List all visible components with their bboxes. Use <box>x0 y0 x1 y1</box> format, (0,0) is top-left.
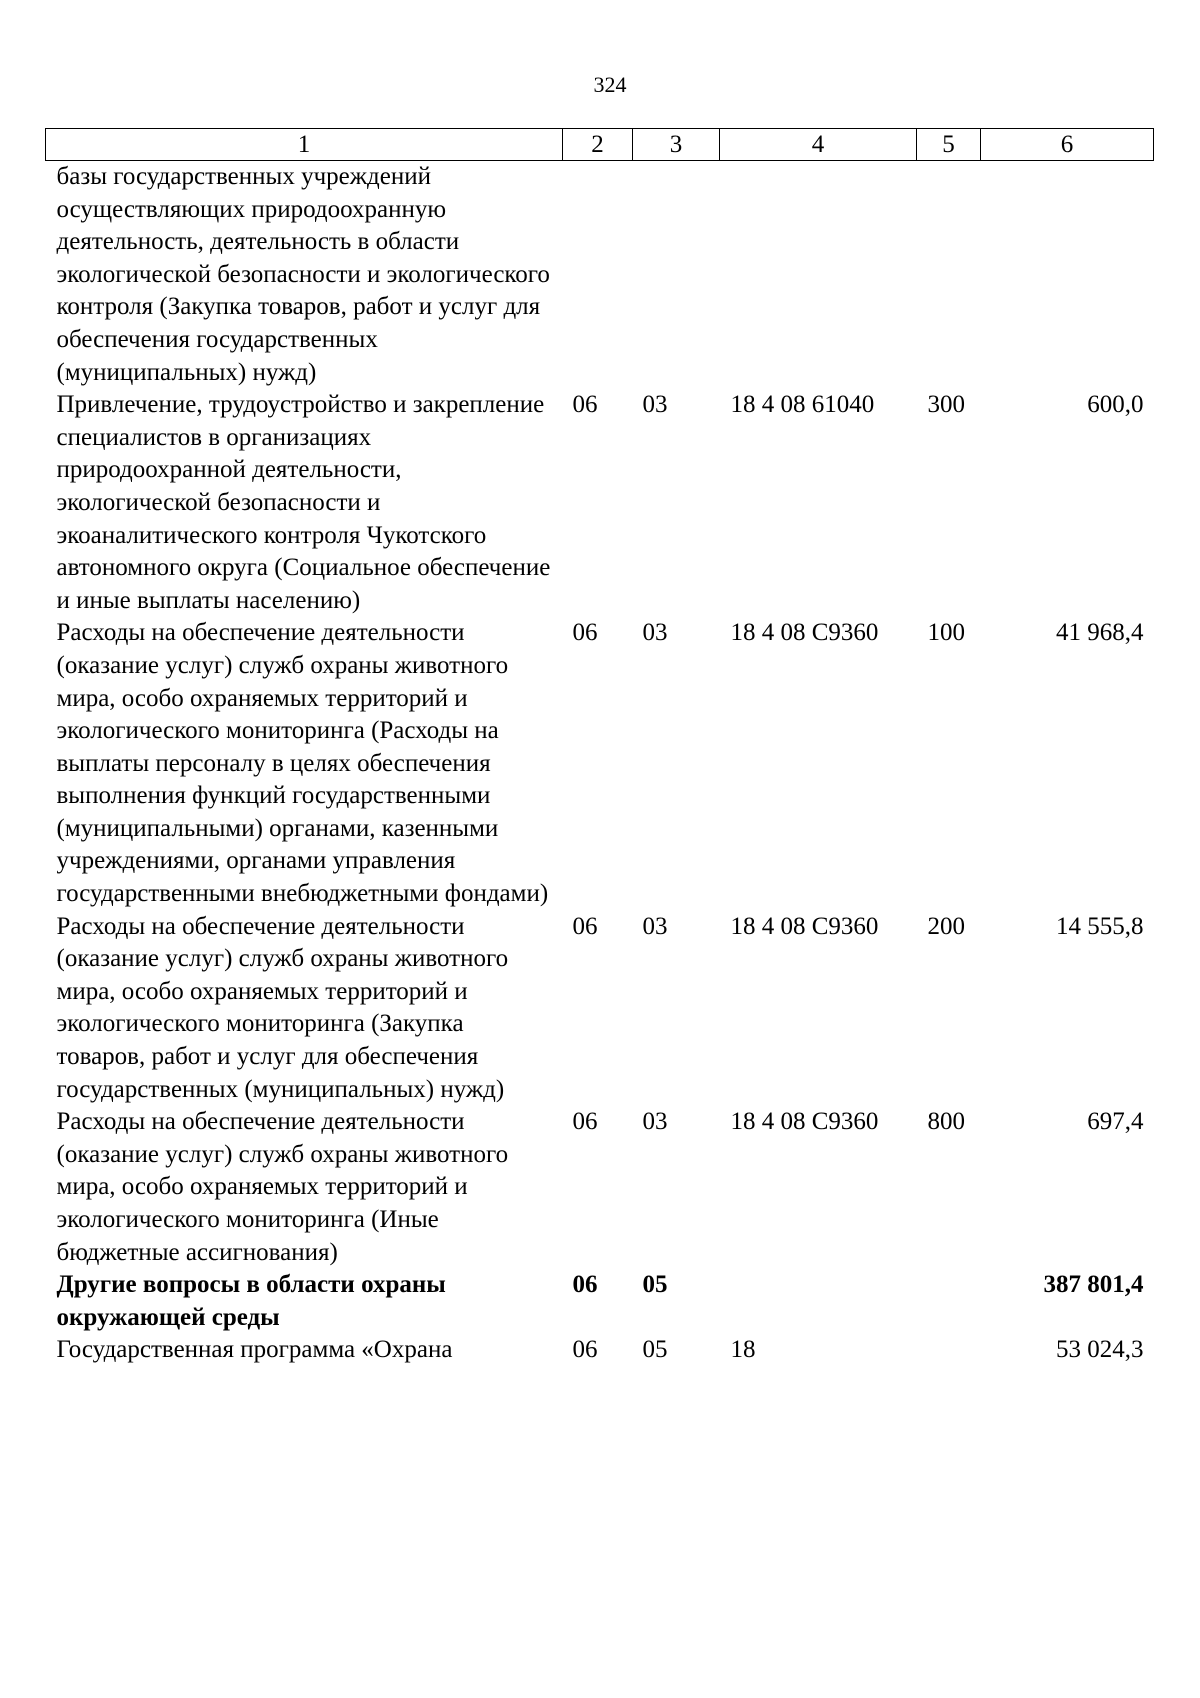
row-amount: 697,4 <box>1087 1108 1144 1136</box>
row-subsection: 05 <box>642 1336 668 1364</box>
row-amount <box>981 161 1154 390</box>
row-expense-kind <box>917 161 981 390</box>
row-section: 06 <box>572 1108 598 1136</box>
row-expense-kind: 100 <box>927 619 965 647</box>
row-name: Привлечение, трудоустройство и закрепление специалистов в организациях природоохранной деятельности, экологической безопасности и экоаналитического контроля Чукотского автономного округа (Социальное обеспечение и иные выплаты населению) <box>56 391 551 614</box>
column-header-subsection: 3 <box>633 129 720 161</box>
row-name: Государственная программа «Охрана <box>56 1336 453 1364</box>
row-name: Расходы на обеспечение деятельности (оказание услуг) служб охраны животного мира, особо охраняемых территорий и экологического мониторинга (Закупка товаров, работ и услуг для обеспечения государственных (муниципальных) нужд) <box>56 912 509 1103</box>
row-name: базы государственных учреждений осуществляющих природоохранную деятельность, деятельность в области экологической безопасности и экологического контроля (Закупка товаров, работ и услуг для обеспечения государственных (муниципальных) нужд) <box>56 163 550 386</box>
row-section <box>563 161 633 390</box>
row-subsection <box>633 161 720 390</box>
row-subsection: 03 <box>642 391 668 419</box>
row-section: 06 <box>572 1336 598 1364</box>
row-amount: 53 024,3 <box>1056 1336 1144 1364</box>
table-body <box>46 161 1154 1367</box>
row-target-article <box>720 1269 917 1334</box>
row-subsection: 03 <box>642 1108 668 1136</box>
row-expense-kind: 300 <box>927 391 965 419</box>
row-expense-kind: 800 <box>927 1108 965 1136</box>
row-amount: 387 801,4 <box>1043 1271 1144 1299</box>
table-header-row <box>46 129 1154 161</box>
budget-table <box>45 128 1154 1367</box>
row-target-article: 18 4 08 61040 <box>730 391 875 419</box>
row-expense-kind: 200 <box>927 912 965 940</box>
table-header <box>46 129 1154 161</box>
row-target-article <box>720 161 917 390</box>
page-number: 324 <box>593 72 627 97</box>
table-row-subtotal <box>46 1269 1154 1334</box>
row-target-article: 18 <box>730 1336 756 1364</box>
row-subsection: 03 <box>642 619 668 647</box>
column-header-name: 1 <box>46 129 563 161</box>
column-header-expense-kind: 5 <box>917 129 981 161</box>
row-target-article: 18 4 08 С9360 <box>730 619 879 647</box>
column-header-amount: 6 <box>981 129 1154 161</box>
row-section: 06 <box>572 619 598 647</box>
column-header-target-article: 4 <box>720 129 917 161</box>
row-expense-kind <box>917 1269 981 1334</box>
table-row <box>46 1334 1154 1367</box>
row-section: 06 <box>572 912 598 940</box>
row-target-article: 18 4 08 С9360 <box>730 912 879 940</box>
table-row <box>46 911 1154 1107</box>
row-section: 06 <box>572 1271 598 1299</box>
table-row <box>46 161 1154 390</box>
row-subsection: 05 <box>642 1271 668 1299</box>
row-amount: 41 968,4 <box>1056 619 1144 647</box>
row-expense-kind <box>917 1334 981 1367</box>
row-amount: 14 555,8 <box>1056 912 1144 940</box>
row-amount: 600,0 <box>1087 391 1144 419</box>
row-target-article: 18 4 08 С9360 <box>730 1108 879 1136</box>
row-name: Другие вопросы в области охраны окружающей среды <box>56 1271 446 1331</box>
column-header-section: 2 <box>563 129 633 161</box>
table-row <box>46 1106 1154 1269</box>
table-row <box>46 617 1154 910</box>
row-name: Расходы на обеспечение деятельности (оказание услуг) служб охраны животного мира, особо охраняемых территорий и экологического мониторинга (Расходы на выплаты персоналу в целях обеспечения выполнения функций государственными (муниципальными) органами, казенными учреждениями, органами управления государственными внебюджетными фондами) <box>56 619 549 908</box>
row-subsection: 03 <box>642 912 668 940</box>
row-name: Расходы на обеспечение деятельности (оказание услуг) служб охраны животного мира, особо охраняемых территорий и экологического мониторинга (Иные бюджетные ассигнования) <box>56 1108 509 1266</box>
table-row <box>46 389 1154 617</box>
row-section: 06 <box>572 391 598 419</box>
